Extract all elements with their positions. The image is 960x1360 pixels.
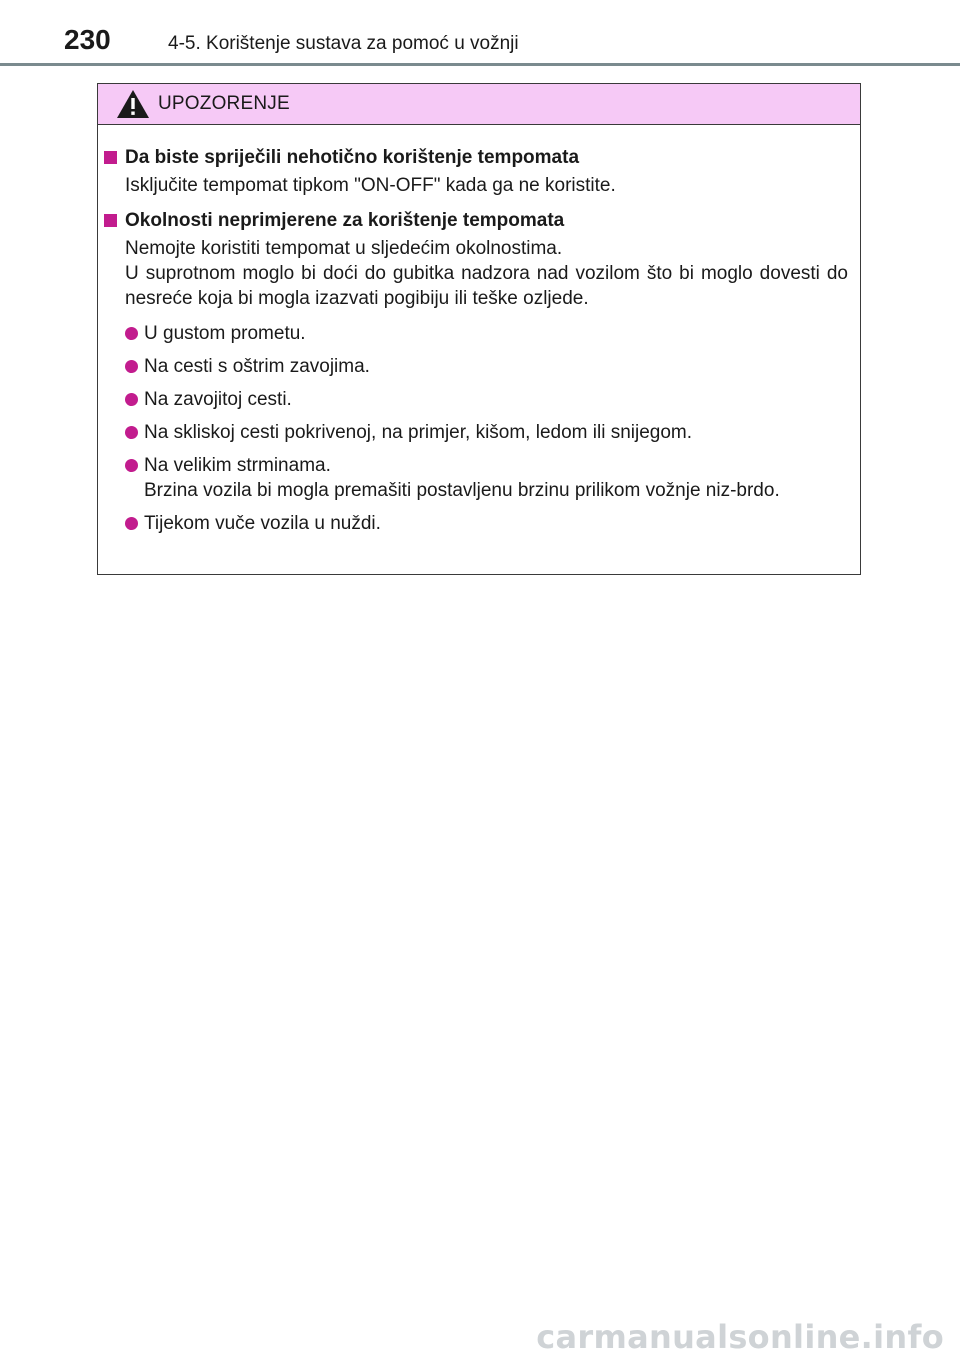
bullet-list: [104, 321, 848, 536]
warning-triangle-icon: [116, 89, 150, 119]
section-heading: [104, 145, 848, 170]
page-number: 230: [64, 24, 111, 55]
square-bullet-icon: [104, 214, 117, 227]
list-item: [104, 453, 848, 503]
list-item-text: U gustom prometu.: [144, 323, 306, 344]
list-item-text: Na zavojitoj cesti.: [144, 389, 292, 410]
section-heading-text: Okolnosti neprimjerene za korištenje tempomata: [125, 210, 565, 231]
paragraph-text: Isključite tempomat tipkom "ON-OFF" kada ga ne koristite.: [125, 175, 616, 196]
list-item-text: Na velikim strminama.: [144, 455, 331, 476]
list-item-subtext: Brzina vozila bi mogla premašiti postavljenu brzinu prilikom vožnje niz-brdo.: [144, 480, 780, 501]
list-item: [104, 387, 848, 412]
paragraph-text: U suprotnom moglo bi doći do gubitka nadzora nad vozilom što bi moglo dovesti do nesreće koja bi mogla izazvati pogibiju ili teške ozljede.: [125, 263, 848, 309]
round-bullet-icon: [125, 393, 138, 406]
watermark: carmanualsonline.info: [536, 1318, 944, 1356]
list-item: [104, 420, 848, 445]
warning-header: [98, 84, 860, 125]
round-bullet-icon: [125, 459, 138, 472]
paragraph: [104, 236, 848, 311]
square-bullet-icon: [104, 151, 117, 164]
round-bullet-icon: [125, 426, 138, 439]
warning-title: UPOZORENJE: [158, 93, 290, 114]
list-item-text: Tijekom vuče vozila u nuždi.: [144, 513, 381, 534]
section-title: 4-5. Korištenje sustava za pomoć u vožnji: [168, 33, 519, 54]
page-header: [0, 0, 960, 66]
paragraph: [104, 173, 848, 198]
section-heading: [104, 208, 848, 233]
paragraph-text: Nemojte koristiti tempomat u sljedećim okolnostima.: [125, 238, 563, 259]
round-bullet-icon: [125, 360, 138, 373]
round-bullet-icon: [125, 517, 138, 530]
list-item: [104, 511, 848, 536]
header-divider: [0, 63, 960, 66]
round-bullet-icon: [125, 327, 138, 340]
warning-body: [98, 125, 860, 536]
list-item-text: Na cesti s oštrim zavojima.: [144, 356, 370, 377]
warning-box: [97, 83, 861, 575]
section-heading-text: Da biste spriječili nehotično korištenje tempomata: [125, 147, 580, 168]
list-item: [104, 354, 848, 379]
list-item-text: Na skliskoj cesti pokrivenoj, na primjer, kišom, ledom ili snijegom.: [144, 422, 693, 443]
list-item: [104, 321, 848, 346]
